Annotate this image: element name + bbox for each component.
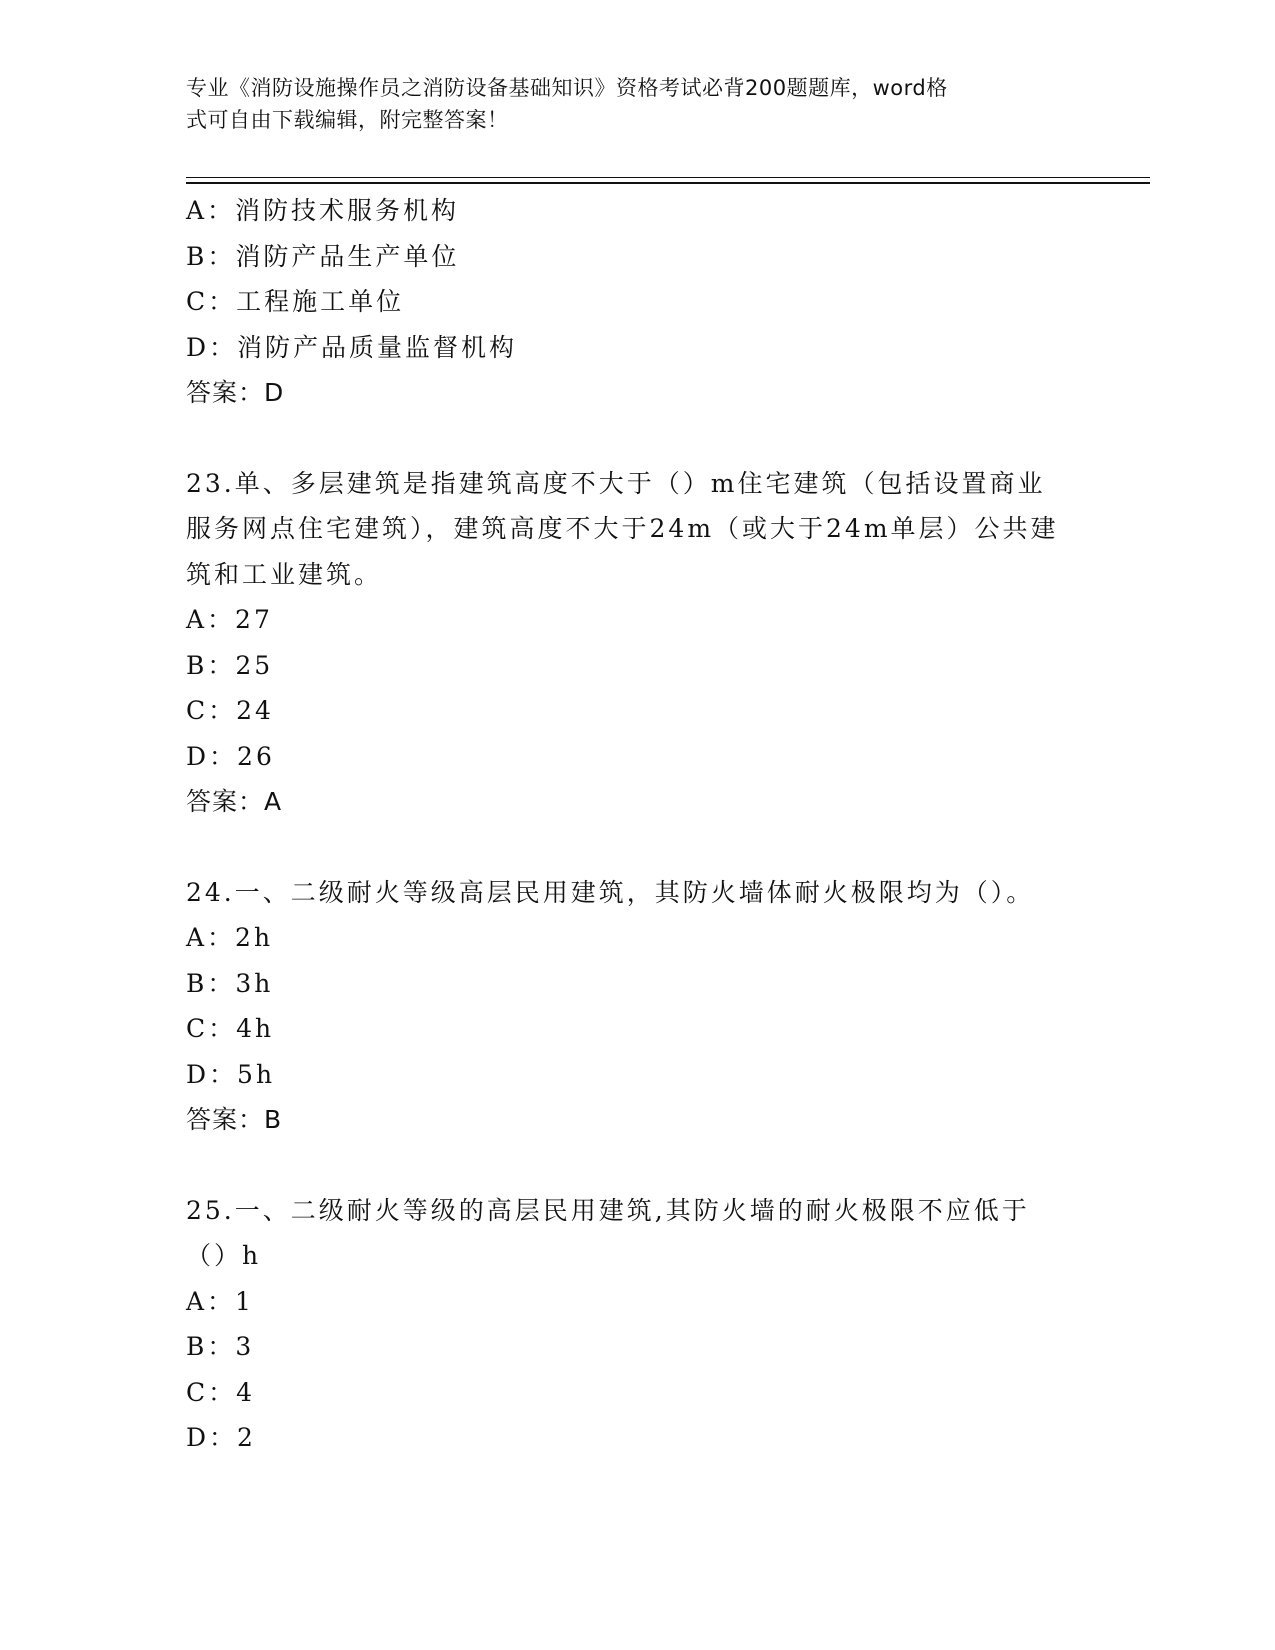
option-b: B：3h (186, 968, 274, 998)
header-line-1: 专业《消防设施操作员之消防设备基础知识》资格考试必背200题题库，word格 (186, 76, 948, 100)
question-stem-line: 24.一、二级耐火等级高层民用建筑，其防火墙体耐火极限均为（）。 (186, 877, 1035, 907)
question-23 (186, 461, 1076, 825)
answer-line: 答案：A (186, 787, 283, 816)
header-line-2: 式可自由下载编辑，附完整答案！ (186, 108, 509, 132)
option-b: B：3 (186, 1332, 255, 1361)
answer-line: 答案：D (186, 378, 285, 407)
question-24 (186, 870, 1076, 1143)
spacer (186, 1143, 1076, 1188)
document-body (186, 188, 1076, 1461)
option-d: D：2 (186, 1423, 256, 1452)
answer-line: 答案：B (186, 1105, 283, 1134)
option-a: A：1 (186, 1286, 254, 1316)
option-c: C：4 (186, 1377, 256, 1407)
header-divider-bottom (186, 182, 1150, 184)
option-b: B：25 (186, 650, 274, 680)
option-c: C：4h (186, 1014, 275, 1043)
question-25 (186, 1188, 1076, 1461)
option-d: D：5h (186, 1059, 276, 1089)
spacer (186, 416, 1076, 461)
spacer (186, 825, 1076, 870)
option-d: D：26 (186, 741, 275, 771)
option-a: A：2h (186, 923, 274, 952)
question-stem-line: 25.一、二级耐火等级的高层民用建筑,其防火墙的耐火极限不应低于 (186, 1195, 1030, 1225)
option-d: D：消防产品质量监督机构 (186, 332, 518, 362)
header-divider-top (186, 177, 1150, 178)
option-c: C：24 (186, 696, 274, 725)
option-a: A：消防技术服务机构 (186, 196, 460, 225)
question-stem-line: 23.单、多层建筑是指建筑高度不大于（）m住宅建筑（包括设置商业 (186, 468, 1046, 498)
document-header (186, 72, 1066, 136)
option-c: C：工程施工单位 (186, 287, 405, 316)
question-stem-line: 服务网点住宅建筑），建筑高度不大于24m（或大于24m单层）公共建 (186, 514, 1059, 543)
question-22-continuation (186, 188, 1076, 416)
question-stem-line: （）h (186, 1241, 262, 1270)
option-b: B：消防产品生产单位 (186, 241, 460, 271)
question-stem-line: 筑和工业建筑。 (186, 559, 383, 589)
option-a: A：27 (186, 605, 273, 634)
